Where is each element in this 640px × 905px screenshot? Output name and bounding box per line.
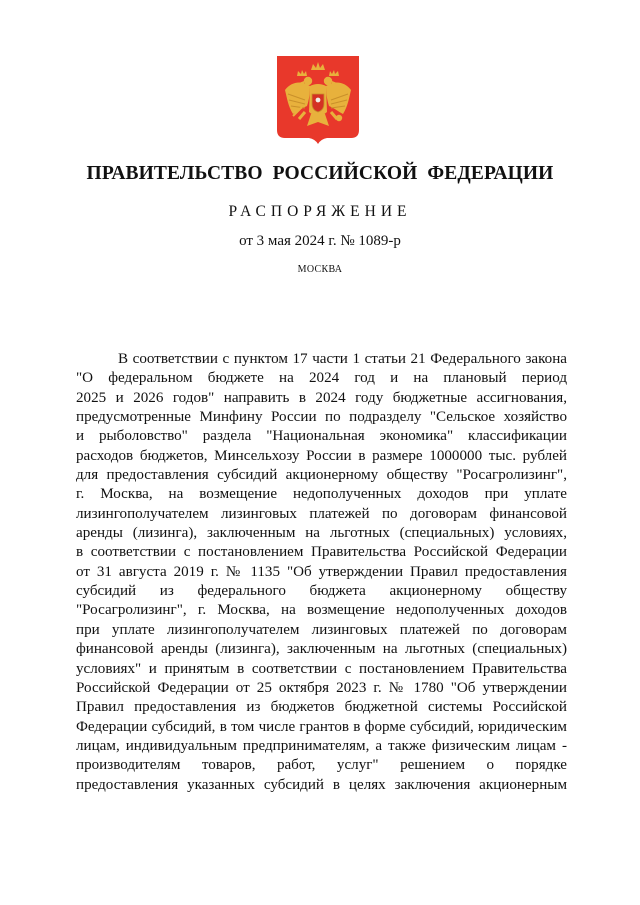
body-line: лицам, индивидуальным предпринимателям, а также физическим лицам -	[76, 737, 567, 754]
document-date-number: от 3 мая 2024 г. № 1089-р	[239, 233, 401, 249]
body-line: предоставления указанных субсидий в целях заключения акционерным	[76, 776, 567, 793]
body-line: "Росагролизинг", г. Москва, на возмещение недополученных доходов	[76, 602, 567, 619]
body-line: аренды (лизинга), заключенным на льготных (специальных) условиях,	[76, 525, 567, 542]
document-type: РАСПОРЯЖЕНИЕ	[228, 203, 412, 220]
body-line: Российской Федерации от 25 октября 2023 г. № 1780 "Об утверждении	[76, 679, 567, 696]
body-line: В соответствии с пунктом 17 части 1 статьи 21 Федерального закона	[118, 351, 567, 367]
body-line: финансовой аренды (лизинга), заключенным на льготных (специальных)	[76, 641, 567, 658]
body-line: в соответствии с постановлением Правительства Российской Федерации	[76, 544, 567, 561]
body-line: при уплате лизингополучателем лизинговых платежей по договорам	[76, 621, 567, 638]
body-line: и рыболовство" раздела "Национальная экономика" классификации	[76, 428, 567, 445]
body-line: Федерации субсидий, в том числе грантов в форме субсидий, юридическим	[76, 718, 567, 735]
body-line: Правил предоставления из бюджетов бюджетной системы Российской	[76, 699, 567, 716]
body-line: лизингополучателем лизинговых платежей по договорам финансовой	[76, 505, 567, 522]
government-title: ПРАВИТЕЛЬСТВО РОССИЙСКОЙ ФЕДЕРАЦИИ	[86, 163, 554, 184]
body-line: "О федеральном бюджете на 2024 год и на плановый период	[76, 370, 567, 387]
body-line: г. Москва, на возмещение недополученных доходов при уплате	[76, 486, 567, 503]
body-line: 2025 и 2026 годов" направить в 2024 году бюджетные ассигнования,	[76, 389, 567, 406]
body-line: расходов бюджетов, Минсельхозу России в размере 1000000 тыс. рублей	[76, 447, 567, 464]
body-line: для предоставления субсидий акционерному обществу "Росагролизинг",	[76, 467, 567, 484]
body-line: субсидий из федерального бюджета акционерному обществу	[76, 583, 567, 600]
document-body	[76, 350, 567, 795]
body-line: предусмотренные Минфину России по подразделу "Сельское хозяйство	[76, 409, 567, 426]
coat-of-arms-icon	[277, 56, 359, 144]
document-city: МОСКВА	[297, 264, 343, 275]
body-line: условиях" и принятым в соответствии с постановлением Правительства	[76, 660, 567, 677]
body-line: от 31 августа 2019 г. № 1135 "Об утверждении Правил предоставления	[76, 563, 567, 580]
body-line: производителям товаров, работ, услуг" решением о порядке	[76, 757, 567, 774]
